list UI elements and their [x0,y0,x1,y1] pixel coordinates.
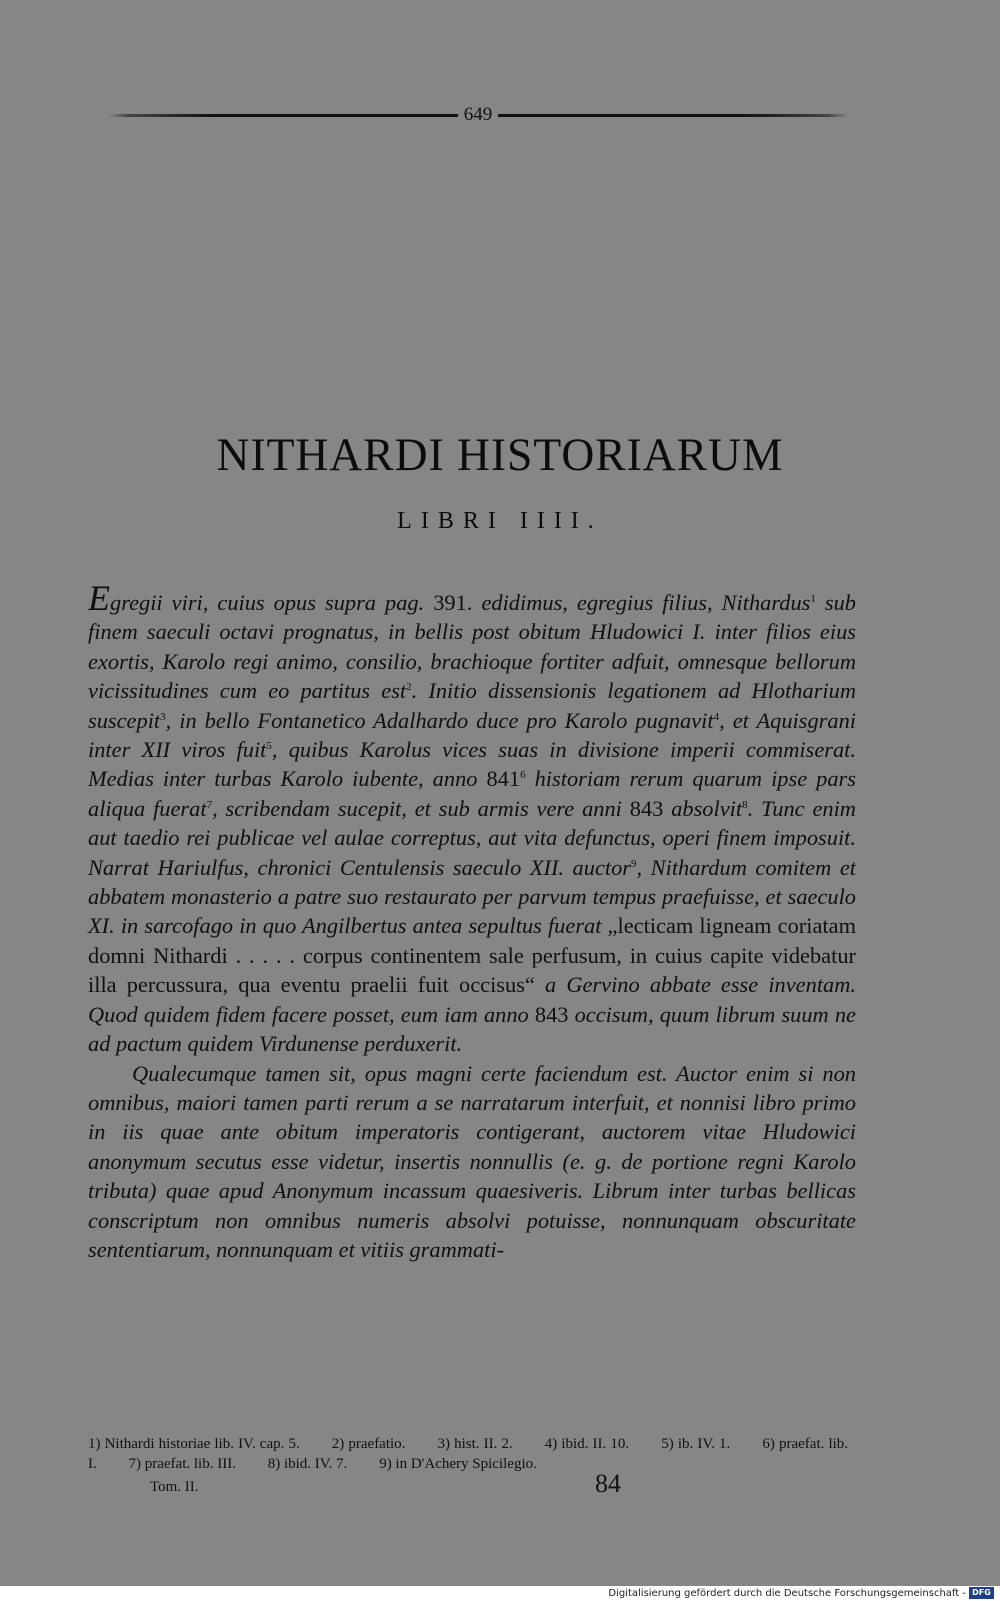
footnote-ref: 4 [713,710,720,723]
quoted-text: „lecticam ligneam coriatam domni Nithardi . . . . . corpus continentem sale perfusum, in cuius capite videbatur illa percussura, qua eventu praelii fuit occisus“ [88,913,856,998]
text-run: 391. [424,590,482,615]
bottom-signature-row [150,1469,650,1503]
page-subtitle: LIBRI IIII. [397,508,603,534]
footnote: 1) Nithardi historiae lib. IV. cap. 5. [88,1436,300,1452]
running-header [108,100,848,130]
funding-credit: Digitalisierung gefördert durch die Deutsche Forschungsgemeinschaft - [608,1588,966,1599]
footnote: 7) praefat. lib. III. [128,1456,236,1472]
footnotes [88,1434,848,1474]
header-rule-left [108,114,458,117]
volume-signature: Tom. II. [150,1479,199,1495]
footnote-ref: 8 [742,798,748,811]
paragraph-1 [88,578,857,1059]
text-run: gregii viri, cuius opus supra pag. [110,590,425,615]
footnote: 5) ib. IV. 1. [661,1436,731,1452]
text-run: 843 [528,1001,575,1027]
text-run: . Tunc enim aut taedio rei publicae vel aulae correptus, aut vita defunctus, operi finem imposuit. Narrat Hariulfus, chronici Centulensis saeculo XII. auctor [88,795,856,880]
footnote-ref: 1 [810,593,816,605]
footnote: 9) in D'Achery Spicilegio. [379,1456,537,1472]
text-run: 843 [621,795,672,821]
text-run: a Gervino abbate esse inventam. Quod quidem fidem facere posset, eum iam anno [88,972,856,1027]
header-rule-right [498,114,848,117]
footnote-ref: 2 [406,681,412,694]
initial-letter: E [88,578,110,618]
dfg-logo: DFG [969,1587,994,1599]
text-run: 841 [477,766,521,792]
footnote: 8) ibid. IV. 7. [267,1456,348,1472]
page-number: 649 [463,104,493,125]
footnote: 2) praefatio. [331,1436,406,1452]
text-run: historiam rerum quarum ipse pars aliqua fuerat [88,766,856,821]
text-run: , Nithardum comitem et abbatem monasterio a patre suo restaurato per parvum tempus praefuisse, et saeculo XI. in sarcofago in quo Angilbertus antea sepultus fuerat [88,854,856,939]
text-run: absolvit [671,795,743,821]
footnote-ref: 7 [206,798,213,811]
text-run: , in bello Fontanetico Adalhardo duce pro Karolo pugnavit [165,707,714,733]
footnote-ref: 5 [266,740,272,753]
footnote: 6) praefat. lib. I. [88,1436,849,1472]
text-run: , et Aquisgrani inter XII viros fuit [88,707,857,763]
footnote-ref: 9 [631,857,637,870]
footnote-ref: 6 [520,769,526,782]
sheet-number: 84 [595,1469,621,1498]
introduction-text [88,578,857,1264]
page-title: NITHARDI HISTORIARUM [216,429,784,481]
text-run: , quibus Karolus vices suas in divisione imperii commiserat. Medias inter turbas Karolo iubente, anno [88,737,856,792]
footnote: 3) hist. II. 2. [437,1436,513,1452]
footnote-ref: 3 [160,710,166,723]
footnote: 4) ibid. II. 10. [544,1436,630,1452]
text-run: . Initio dissensionis legationem ad Hlotharium suscepit [88,678,856,733]
text-run: occisum, quum librum suum ne ad pactum quidem Virdunense perduxerit. [88,1001,856,1057]
text-run: , scribendam sucepit, et sub armis vere anni [212,795,622,821]
paragraph-2: Qualecumque tamen sit, opus magni certe faciendum est. Auctor enim si non omnibus, maiori tamen parti rerum a se narratarum interfuit, et nonnisi libro primo in iis quae ante obitum imperatoris contigerant, auctorem vitae Hludowici anonymum secutus esse videtur, insertis nonnullis (e. g. de portione regni Karolo tributa) quae apud Anonymum incassum quaesiveris. Librum inter turbas bellicas conscriptum non omnibus numeris absolvi potuisse, nonnunquam obscuritate sententiarum, nonnunquam et vitiis grammati- [88,1060,856,1262]
credit-bar [0,1586,1000,1601]
text-run: sub finem saeculi octavi prognatus, in bellis post obitum Hludowici I. inter filios eius exortis, Karolo regi animo, consilio, brachioque fortiter adfuit, omnesque bellorum vicissitudines cum eo partitus est [88,590,856,704]
text-run: edidimus, egregius filius, Nithardus [481,590,811,615]
